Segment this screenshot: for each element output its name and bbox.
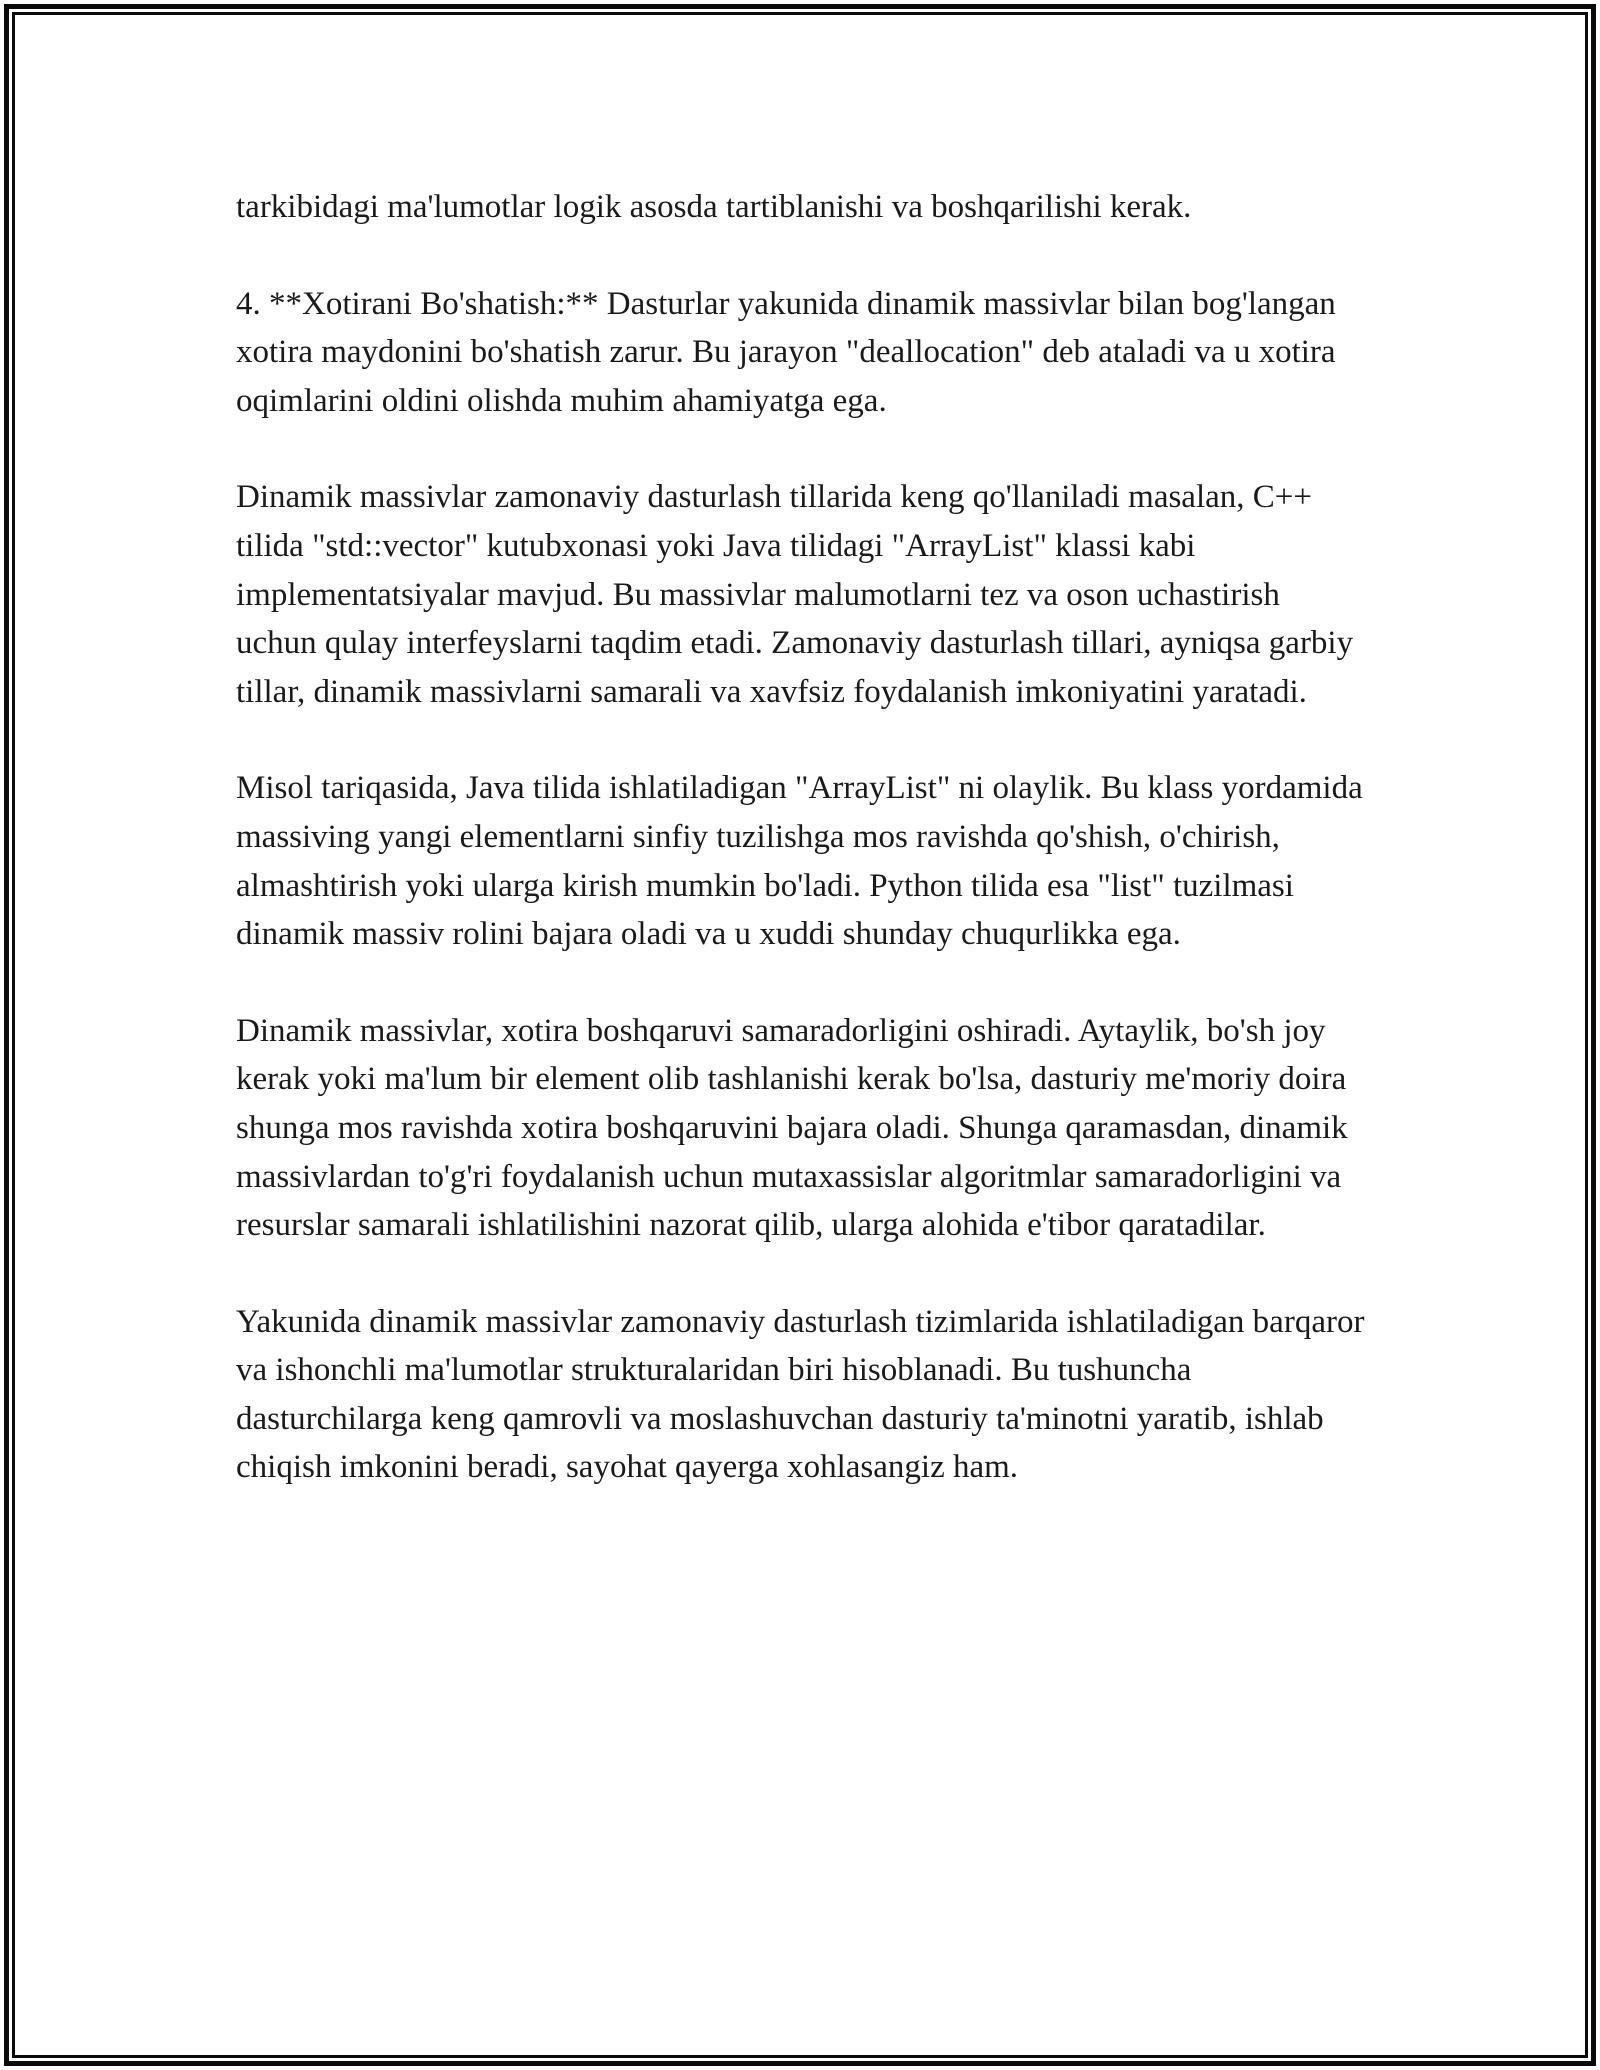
document-body [236, 183, 1366, 1540]
paragraph-1: tarkibidagi ma'lumotlar logik asosda tartiblanishi va boshqarilishi kerak. [236, 189, 1192, 225]
paragraph-6: Yakunida dinamik massivlar zamonaviy dasturlash tizimlarida ishlatiladigan barqaror va ishonchli ma'lumotlar strukturalaridan biri hisoblanadi. Bu tushuncha dasturchilarga keng qamrovli va moslashuvchan dasturiy ta'minotni yaratib, ishlab chiqish imkonini beradi, sayohat qayerga xohlasangiz ham. [236, 1303, 1365, 1486]
paragraph-2: 4. **Xotirani Bo'shatish:** Dasturlar yakunida dinamik massivlar bilan bog'langan xotira maydonini bo'shatish zarur. Bu jarayon "deallocation" deb ataladi va u xotira oqimlarini oldini olishda muhim ahamiyatga ega. [236, 285, 1336, 419]
paragraph-5: Dinamik massivlar, xotira boshqaruvi samaradorligini oshiradi. Aytaylik, bo'sh joy kerak yoki ma'lum bir element olib tashlanishi kerak bo'lsa, dasturiy me'moriy doira shunga mos ravishda xotira boshqaruvini bajara oladi. Shunga qaramasdan, dinamik massivlardan to'g'ri foydalanish uchun mutaxassislar algoritmlar samaradorligini va resurslar samarali ishlatilishini nazorat qilib, ularga alohida e'tibor qaratadilar. [236, 1012, 1348, 1244]
paragraph-4: Misol tariqasida, Java tilida ishlatiladigan "ArrayList" ni olaylik. Bu klass yordamida massiving yangi elementlarni sinfiy tuzilishga mos ravishda qo'shish, o'chirish, almashtirish yoki ularga kirish mumkin bo'ladi. Python tilida esa "list" tuzilmasi dinamik massiv rolini bajara oladi va u xuddi shunday chuqurlikka ega. [236, 770, 1363, 953]
paragraph-3: Dinamik massivlar zamonaviy dasturlash tillarida keng qo'llaniladi masalan, C++ tilida "std::vector" kutubxonasi yoki Java tilidagi "ArrayList" klassi kabi implementatsiyalar mavjud. Bu massivlar malumotlarni tez va oson uchastirish uchun qulay interfeyslarni taqdim etadi. Zamonaviy dasturlash tillari, ayniqsa garbiy tillar, dinamik massivlarni samarali va xavfsiz foydalanish imkoniyatini yaratadi. [236, 479, 1354, 710]
